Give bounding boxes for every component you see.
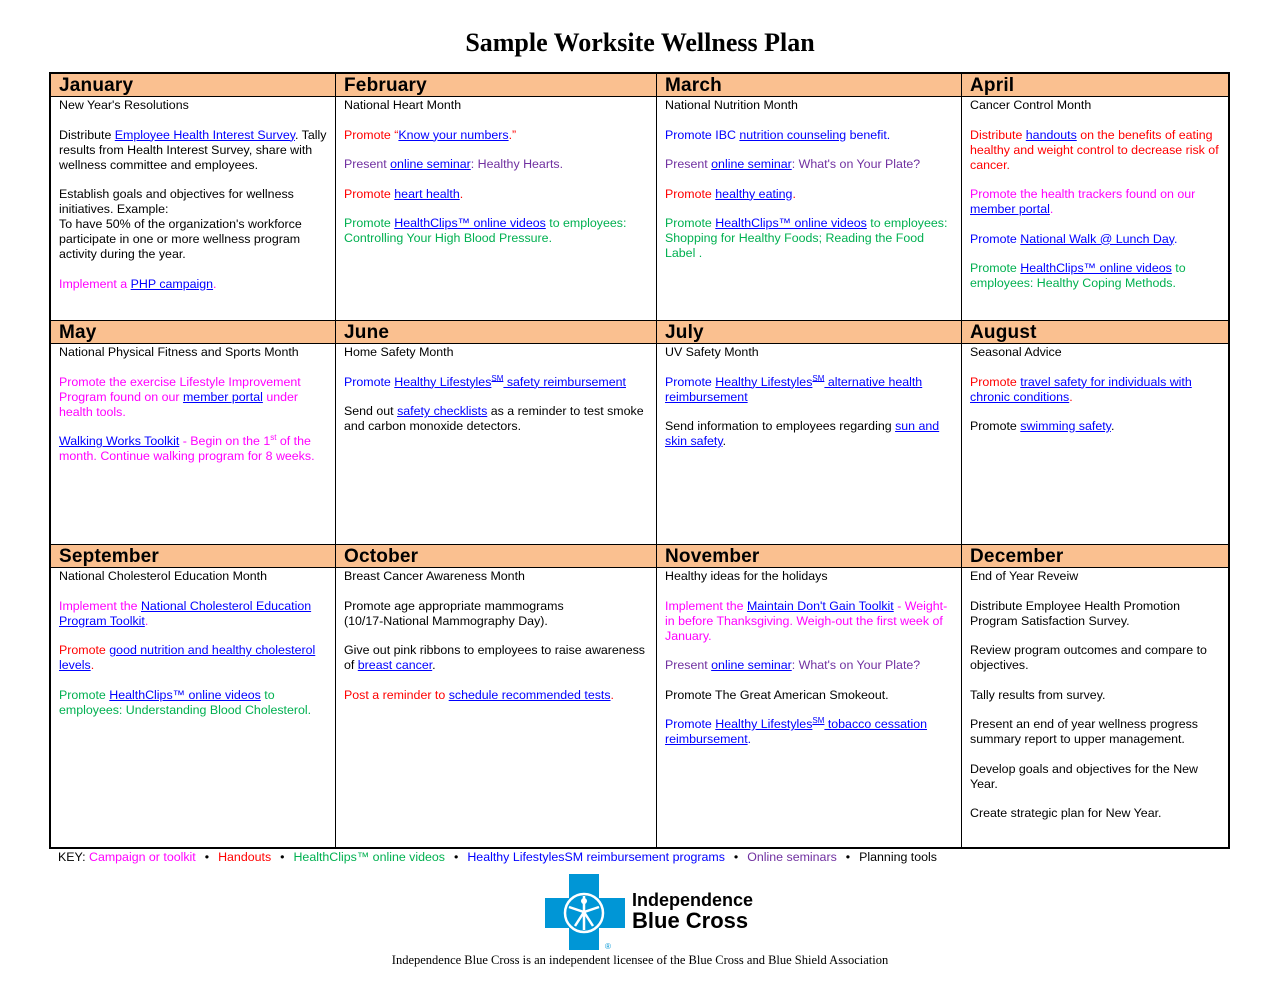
month-cell-november	[657, 545, 962, 847]
text-segment: .	[90, 658, 95, 672]
link[interactable]: HealthClips™ online videos	[1020, 261, 1172, 275]
activity	[59, 434, 327, 464]
text-segment: Healthy ideas for the holidays	[665, 569, 828, 583]
link[interactable]: Healthy Lifestyles	[394, 374, 492, 389]
activity	[344, 375, 648, 390]
activity	[970, 419, 1220, 434]
month-theme	[344, 98, 648, 113]
month-body	[962, 344, 1228, 450]
text-segment: Review program outcomes and compare to objectives.	[970, 643, 1207, 672]
link[interactable]: alternative health reimbursement	[665, 374, 923, 404]
text-segment: .	[1069, 389, 1073, 404]
activity	[970, 232, 1220, 247]
month-theme	[970, 345, 1220, 360]
link[interactable]: sun and skin safety	[665, 419, 940, 448]
month-body	[962, 568, 1228, 837]
activity	[665, 128, 953, 143]
text-segment: Implement the	[665, 598, 747, 613]
link[interactable]: tobacco cessation reimbursement	[665, 717, 928, 746]
activity	[59, 688, 327, 718]
bullet-separator: •	[280, 850, 285, 864]
text-segment: Promote The Great American Smokeout.	[665, 687, 889, 702]
text-segment: National Nutrition Month	[665, 98, 798, 112]
logo-line2: Blue Cross	[632, 908, 749, 933]
text-segment: as a reminder to test smoke and carbon monoxide detectors.	[344, 404, 644, 433]
month-cell-october	[336, 545, 657, 847]
activity	[970, 187, 1220, 217]
link[interactable]: online seminar	[711, 157, 792, 171]
link[interactable]: swimming safety	[1020, 419, 1111, 433]
month-cell-september	[51, 545, 336, 847]
activity	[665, 157, 953, 172]
text-segment: Establish goals and objectives for wellness initiatives. Example: To have 50% of the organization's workforce participate in one or more wellness program activity during the year.	[59, 187, 302, 261]
link[interactable]: Healthy Lifestyles	[715, 717, 813, 731]
link[interactable]: breast cancer	[357, 658, 433, 672]
activity	[665, 599, 953, 644]
month-header: August	[962, 321, 1228, 344]
text-segment: Develop goals and objectives for the New Year.	[970, 761, 1198, 791]
text-segment: Send information to employees regarding	[665, 419, 896, 433]
activity	[970, 806, 1220, 821]
text-segment: Post a reminder to	[344, 687, 449, 702]
text-segment: .	[747, 732, 752, 746]
text-segment: Distribute Employee Health Promotion Program Satisfaction Survey.	[970, 598, 1181, 628]
bullet-separator: •	[845, 850, 851, 864]
month-cell-february	[336, 74, 657, 321]
text-segment: New Year's Resolutions	[59, 98, 189, 112]
month-theme	[970, 98, 1220, 113]
link[interactable]: HealthClips™ online videos	[715, 216, 867, 230]
month-cell-june	[336, 321, 657, 545]
text-segment: .	[213, 276, 217, 291]
month-cell-may	[51, 321, 336, 545]
month-body	[336, 344, 656, 450]
month-theme	[970, 569, 1220, 584]
text-segment: Promote	[665, 717, 716, 731]
text-segment: Promote	[970, 231, 1021, 246]
month-cell-april	[962, 74, 1228, 321]
activity	[344, 128, 648, 143]
text-segment: Present	[665, 157, 712, 171]
bullet-separator: •	[454, 850, 459, 864]
activity	[665, 717, 953, 747]
link[interactable]: SM	[812, 715, 825, 725]
text-segment: Breast Cancer Awareness Month	[344, 569, 525, 583]
key-item: Planning tools	[859, 850, 937, 864]
link[interactable]: National Walk @ Lunch Day	[1020, 231, 1175, 246]
month-theme	[344, 569, 648, 584]
logo-line1: Independence	[632, 890, 754, 910]
month-cell-march	[657, 74, 962, 321]
text-segment: National Heart Month	[344, 98, 462, 112]
month-body	[657, 568, 961, 763]
text-segment: Cancer Control Month	[970, 98, 1092, 112]
text-segment: Promote the exercise Lifestyle Improvement Program found on our	[59, 374, 301, 404]
text-segment: Home Safety Month	[344, 345, 454, 359]
activity	[59, 128, 327, 173]
month-cell-december	[962, 545, 1228, 847]
activity	[344, 216, 648, 246]
text-segment: Promote	[970, 419, 1021, 433]
month-theme	[665, 345, 953, 360]
activity	[970, 643, 1220, 673]
month-cell-august	[962, 321, 1228, 545]
text-segment: Promote	[970, 261, 1021, 275]
text-segment: benefit.	[846, 127, 891, 142]
link[interactable]: SM	[812, 373, 825, 383]
text-segment: UV Safety Month	[665, 345, 759, 359]
text-segment: .	[459, 186, 464, 201]
text-segment: Create strategic plan for New Year.	[970, 806, 1162, 820]
text-segment: Present	[344, 157, 391, 171]
key-item: HealthClips™ online videos	[293, 850, 446, 864]
activity	[665, 419, 953, 449]
link[interactable]: HealthClips™ online videos	[394, 216, 546, 230]
text-segment: Present	[665, 658, 712, 672]
text-segment: to employees: Shopping for Healthy Foods; Reading the Food Label .	[665, 216, 948, 260]
text-segment: to employees: Healthy Coping Methods.	[970, 261, 1186, 290]
activity	[344, 643, 648, 673]
month-header: November	[657, 545, 961, 568]
activity	[665, 375, 953, 405]
text-segment: : What's on Your Plate?	[791, 658, 921, 672]
svg-text:®: ®	[605, 942, 611, 950]
text-segment: Present an end of year wellness progress summary report to upper management.	[970, 717, 1198, 746]
link[interactable]: schedule recommended tests	[448, 687, 611, 702]
bullet-separator: •	[204, 850, 210, 864]
text-segment: .	[610, 687, 614, 702]
text-segment: Distribute	[970, 127, 1026, 142]
text-segment: .”	[508, 127, 517, 142]
activity	[665, 216, 953, 261]
key-item: Online seminars	[747, 850, 837, 864]
text-segment: to employees: Understanding Blood Cholesterol.	[59, 687, 312, 717]
ibc-logo	[545, 874, 625, 955]
link[interactable]: nutrition counseling	[739, 127, 847, 142]
month-header: July	[657, 321, 961, 344]
text-segment: Promote the health trackers found on our	[970, 187, 1196, 201]
link[interactable]: handouts	[1025, 127, 1077, 142]
key-label: KEY:	[58, 850, 89, 864]
text-segment: Promote age appropriate mammograms (10/17-National Mammography Day).	[344, 598, 564, 628]
text-segment: Promote	[59, 643, 110, 657]
month-body	[962, 97, 1228, 307]
link[interactable]: online seminar	[390, 157, 471, 171]
activity	[344, 404, 648, 434]
text-segment: st	[270, 432, 277, 442]
link[interactable]: SM	[491, 373, 504, 383]
month-header: February	[336, 74, 656, 97]
activity	[970, 261, 1220, 291]
text-segment: Promote	[665, 374, 716, 389]
month-header: October	[336, 545, 656, 568]
text-segment: .	[722, 434, 727, 448]
month-body	[657, 97, 961, 277]
activity	[970, 717, 1220, 747]
text-segment: .	[144, 613, 149, 628]
month-theme	[665, 98, 953, 113]
text-segment: Promote	[344, 216, 395, 230]
text-segment: .	[792, 186, 796, 201]
activity	[59, 375, 327, 420]
month-header: April	[962, 74, 1228, 97]
blue-cross-icon	[545, 874, 625, 950]
text-segment: End of Year Reveiw	[970, 569, 1079, 583]
month-header: June	[336, 321, 656, 344]
link[interactable]: healthy eating	[715, 186, 793, 201]
link[interactable]: National Cholesterol Education Program Toolkit	[59, 598, 312, 628]
key-item: Campaign or toolkit	[89, 850, 196, 864]
activity	[344, 599, 648, 629]
month-body	[336, 97, 656, 262]
month-body	[51, 568, 335, 733]
text-segment: Promote	[344, 374, 395, 389]
text-segment: Promote	[59, 687, 110, 702]
activity	[665, 688, 953, 703]
link[interactable]: member portal	[970, 202, 1050, 216]
month-header: September	[51, 545, 335, 568]
month-header: January	[51, 74, 335, 97]
text-segment: .	[1049, 202, 1054, 216]
text-segment: .	[1110, 419, 1115, 433]
month-theme	[665, 569, 953, 584]
link[interactable]: PHP campaign	[130, 276, 214, 291]
month-body	[336, 568, 656, 718]
key-item: Healthy LifestylesSM reimbursement programs	[467, 850, 725, 864]
footer-disclaimer: Independence Blue Cross is an independent licensee of the Blue Cross and Blue Shield Association	[391, 953, 889, 967]
text-segment: of the month. Continue walking program for 8 weeks.	[59, 434, 315, 463]
text-segment: .	[1174, 231, 1178, 246]
text-segment: . Tally results from Health Interest Survey, share with wellness committee and employees.	[59, 127, 327, 172]
month-cell-july	[657, 321, 962, 545]
text-segment: Give out pink ribbons to employees to raise awareness of	[344, 643, 645, 672]
month-cell-january	[51, 74, 336, 321]
activity	[970, 762, 1220, 792]
text-segment: Promote	[970, 374, 1021, 389]
text-segment: Promote IBC	[665, 127, 740, 142]
link[interactable]: safety checklists	[397, 404, 488, 418]
text-segment: Promote	[665, 216, 716, 230]
text-segment: to employees: Controlling Your High Blood Pressure.	[344, 216, 627, 245]
activity	[970, 375, 1220, 405]
text-segment: Seasonal Advice	[970, 345, 1062, 359]
bullet-separator: •	[733, 850, 739, 864]
month-theme	[344, 345, 648, 360]
activity	[59, 643, 327, 673]
text-segment: Implement the	[59, 598, 141, 613]
month-body	[51, 97, 335, 307]
link[interactable]: Walking Works Toolkit	[59, 434, 180, 448]
text-segment: Distribute	[59, 127, 115, 142]
month-theme	[59, 569, 327, 584]
month-header: May	[51, 321, 335, 344]
text-segment: Promote “	[344, 127, 399, 142]
activity	[970, 688, 1220, 703]
activity	[59, 187, 327, 262]
text-segment: Implement a	[59, 276, 131, 291]
activity	[59, 599, 327, 629]
link[interactable]: member portal	[182, 389, 263, 404]
month-body	[51, 344, 335, 480]
link[interactable]: travel safety for individuals with chronic conditions	[970, 374, 1192, 404]
link[interactable]: online seminar	[711, 658, 792, 672]
activity	[665, 658, 953, 673]
link[interactable]: HealthClips™ online videos	[109, 687, 261, 702]
text-segment: Tally results from survey.	[970, 687, 1106, 702]
key-item: Handouts	[218, 850, 272, 864]
color-key	[58, 850, 937, 864]
wellness-calendar-grid	[49, 72, 1230, 849]
text-segment: : Healthy Hearts.	[470, 157, 564, 171]
logo-text	[632, 891, 753, 932]
activity	[344, 157, 648, 172]
link[interactable]: heart health	[394, 186, 460, 201]
link[interactable]: Maintain Don't Gain Toolkit	[746, 598, 894, 613]
link[interactable]: good nutrition and healthy cholesterol levels	[59, 643, 316, 672]
text-segment: Send out	[344, 404, 398, 418]
month-theme	[59, 98, 327, 113]
text-segment: - Begin on the 1	[179, 434, 271, 448]
activity	[665, 187, 953, 202]
activity	[344, 688, 648, 703]
text-segment: National Cholesterol Education Month	[59, 569, 268, 583]
text-segment: Promote	[665, 186, 716, 201]
link[interactable]: safety reimbursement	[503, 374, 626, 389]
text-segment: under health tools.	[59, 389, 299, 419]
month-body	[657, 344, 961, 465]
text-segment: : What's on Your Plate?	[791, 157, 921, 171]
activity	[59, 277, 327, 292]
activity	[970, 599, 1220, 629]
activity	[970, 128, 1220, 173]
link[interactable]: Employee Health Interest Survey	[114, 127, 295, 142]
month-header: December	[962, 545, 1228, 568]
month-header: March	[657, 74, 961, 97]
text-segment: .	[432, 658, 436, 672]
text-segment: Promote	[344, 186, 395, 201]
activity	[344, 187, 648, 202]
text-segment: - Weight-in before Thanksgiving. Weigh-out the first week of January.	[665, 598, 948, 643]
link[interactable]: Know your numbers	[398, 127, 509, 142]
text-segment: on the benefits of eating healthy and weight control to decrease risk of cancer.	[970, 127, 1219, 172]
page-title: Sample Worksite Wellness Plan	[465, 28, 815, 57]
link[interactable]: Healthy Lifestyles	[715, 374, 813, 389]
month-theme	[59, 345, 327, 360]
text-segment: National Physical Fitness and Sports Month	[59, 345, 299, 359]
